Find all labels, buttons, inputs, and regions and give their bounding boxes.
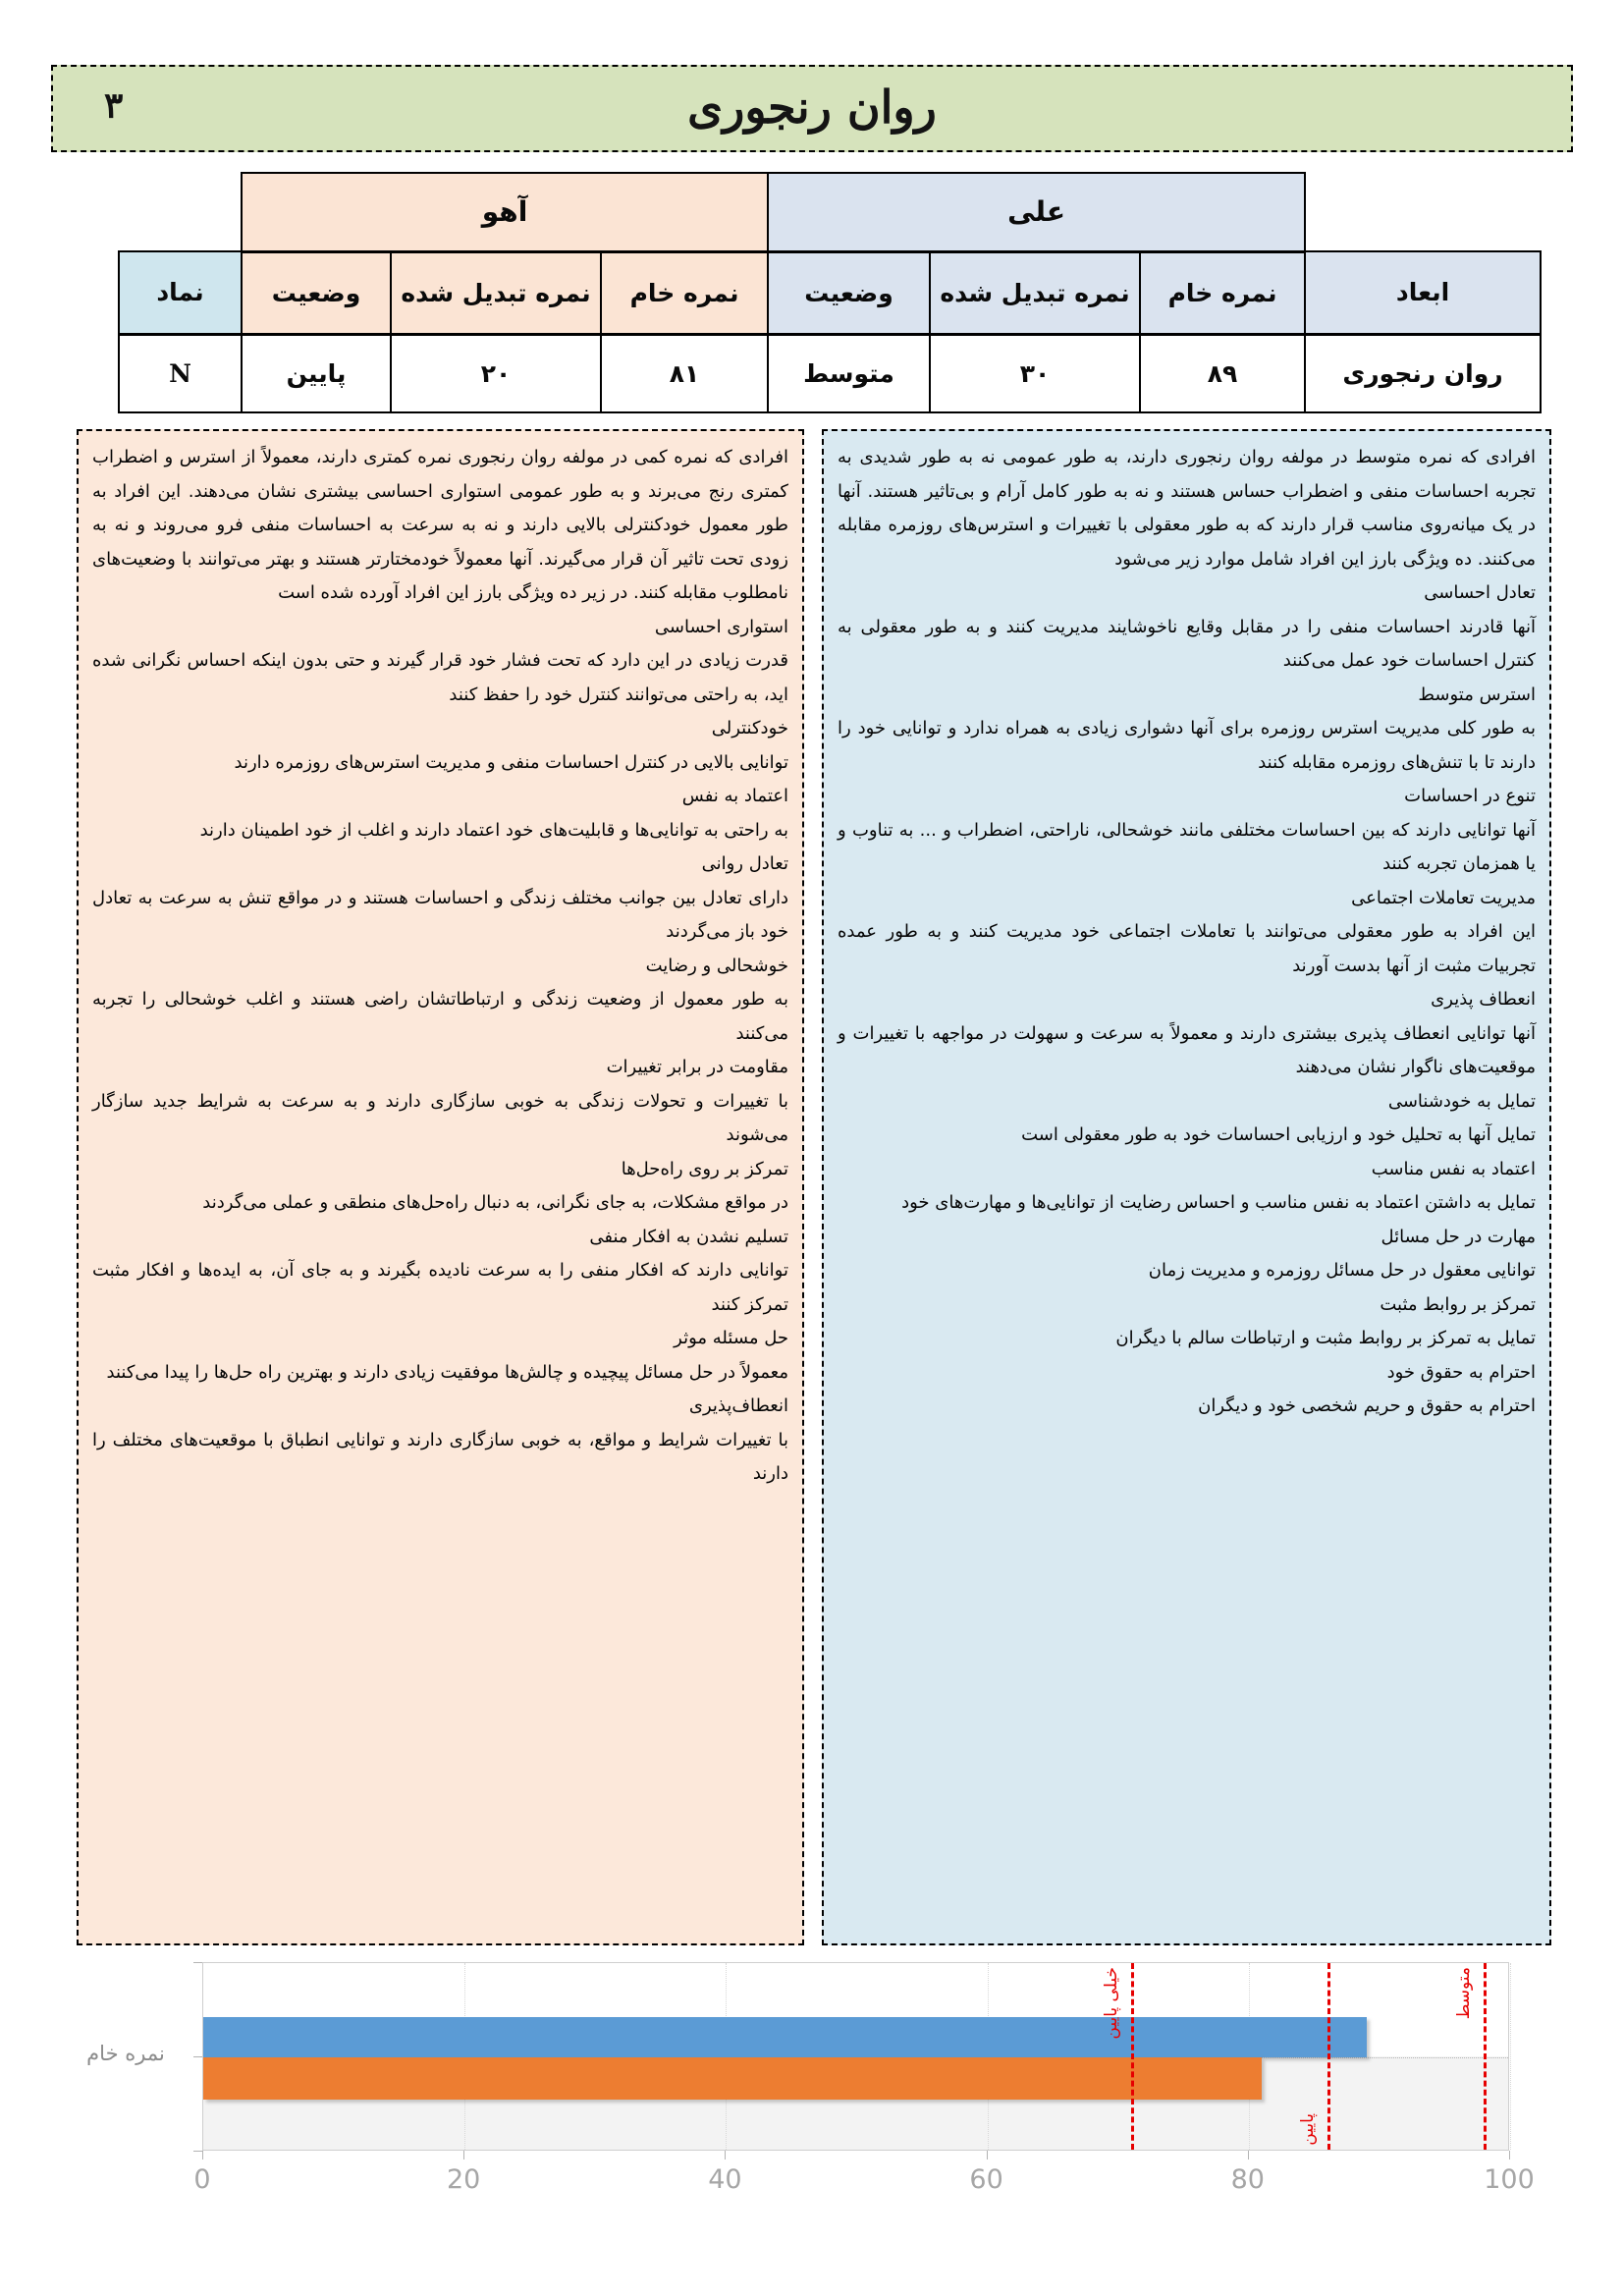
feature-description: آنها توانایی انعطاف پذیری بیشتری دارند و معمولاً به سرعت و سهولت در مواجهه با تغییرات و موقعیت‌های ناگوار نشان می‌دهند (838, 1022, 1536, 1077)
feature-title: مدیریت تعاملات اجتماعی (1351, 887, 1536, 908)
feature-description: تمایل به تمرکز بر روابط مثبت و ارتباطات سالم با دیگران (1115, 1328, 1536, 1348)
grid-line (1510, 1963, 1511, 2150)
feature-description: به راحتی به توانایی‌ها و قابلیت‌های خود اعتماد دارند و اغلب از خود اطمینان دارند (199, 819, 788, 841)
x-axis-tick-label: 100 (1484, 2164, 1535, 2195)
col-header-aho-status: وضعیت (242, 251, 391, 334)
y-axis-tick (193, 1962, 202, 1963)
feature-description: در مواقع مشکلات، به جای نگرانی، به دنبال راه‌حل‌های منطقی و عملی می‌گردند (202, 1192, 788, 1213)
cell-aho-raw: ۸۱ (601, 334, 768, 412)
feature-description: احترام به حقوق و حریم شخصی خود و دیگران (1198, 1395, 1536, 1416)
header-band (51, 65, 1573, 152)
cell-aho-status: پایین (242, 334, 391, 412)
feature-description: این افراد به طور معقولی می‌توانند با تعاملات اجتماعی خود مدیریت کنند و به طور عمده تجربیات مثبت از آنها بدست آورند (838, 921, 1536, 976)
feature-title: مقاومت در برابر تغییرات (606, 1057, 788, 1077)
x-axis-tick-label: 20 (447, 2164, 481, 2195)
x-axis-tick (1509, 2151, 1510, 2159)
group-header-ali: علی (768, 173, 1305, 251)
feature-title: تمرکز بر روابط مثبت (1380, 1293, 1536, 1315)
x-axis-tick-label: 0 (193, 2164, 211, 2195)
feature-title: احترام به حقوق خود (1386, 1361, 1536, 1383)
panel-items-aho (92, 611, 788, 1492)
chart-bar-aho (203, 2057, 1262, 2100)
feature-title: حل مسئله موثر (674, 1328, 788, 1348)
feature-title: مهارت در حل مسائل (1380, 1226, 1536, 1247)
panel-items-ali (838, 576, 1536, 1424)
feature-title: استرس متوسط (1418, 683, 1536, 705)
feature-description: آنها توانایی دارند که بین احساسات مختلفی مانند خوشحالی، ناراحتی، اضطراب و ... به تناوب و یا همزمان تجربه کنند (838, 819, 1536, 874)
col-header-ali-raw: نمره خام (1140, 251, 1305, 334)
feature-description: تمایل آنها به تحلیل خود و ارزیابی احساسات خود به طور معقولی است (1021, 1124, 1536, 1145)
table-data-row (119, 334, 1541, 412)
threshold-label: متوسط (1454, 1967, 1475, 2020)
x-axis-tick (1248, 2151, 1249, 2159)
feature-description: توانایی بالایی در کنترل احساسات منفی و مدیریت استرس‌های روزمره دارند (234, 751, 788, 773)
chart-bar-ali (203, 2017, 1367, 2057)
feature-title: انعطاف‌پذیری (688, 1395, 788, 1416)
col-header-aho-converted: نمره تبدیل شده (391, 251, 601, 334)
feature-description: قدرت زیادی در این دارد که تحت فشار خود قرار گیرند و حتی بدون اینکه احساس نگرانی شده اید، به راحتی می‌توانند کنترل خود را حفظ کنند (92, 650, 788, 705)
table-group-row (119, 173, 1541, 251)
col-header-symbol: نماد (119, 251, 242, 334)
feature-title: تمرکز بر روی راه‌حل‌ها (621, 1158, 788, 1179)
x-axis-tick-label: 40 (708, 2164, 742, 2195)
feature-description: به طور معمول از وضعیت زندگی و ارتباطاتشان راضی هستند و اغلب خوشحالی را تجربه می‌کنند (92, 989, 788, 1044)
cell-ali-raw: ۸۹ (1140, 334, 1305, 412)
cell-dimension: روان رنجوری (1305, 334, 1541, 412)
feature-title: تعادل احساسی (1424, 582, 1536, 603)
table-corner-spacer-left (119, 173, 242, 251)
feature-title: تنوع در احساسات (1404, 786, 1536, 806)
threshold-label: خیلی پایین (1102, 1967, 1121, 2040)
feature-title: استواری احساسی (654, 616, 788, 637)
threshold-line (1131, 1963, 1134, 2150)
description-panel-aho (77, 429, 804, 1945)
feature-title: تعادل روانی (701, 853, 788, 874)
feature-title: اعتماد به نفس (681, 786, 788, 806)
chart-y-axis-label: نمره خام (86, 2042, 165, 2065)
panel-intro-aho: افرادی که نمره کمی در مولفه روان رنجوری نمره کمتری دارند، معمولاً از استرس و اضطراب کمتری رنج می‌برند و به طور عمومی استواری احساسی بیشتری نشان می‌دهند. این افراد به طور معمول خودکنترلی بالایی دارند و نه به سرعت به احساسات منفی فرو می‌روند و نه به زودی تحت تاثیر آن قرار می‌گیرند. آنها معمولاً خودمختارتر هستند و بهتر می‌توانند با وضعیت‌های نامطلوب مقابله کنند. در زیر ده ویژگی بارز این افراد آورده شده است (92, 447, 788, 603)
table-header-row (119, 251, 1541, 334)
x-axis-tick (202, 2151, 203, 2159)
feature-title: تمایل به خودشناسی (1387, 1090, 1536, 1112)
page-number: ۳ (104, 84, 124, 127)
cell-ali-status: متوسط (768, 334, 930, 412)
feature-description: تمایل به داشتن اعتماد به نفس مناسب و احساس رضایت از توانایی‌ها و مهارت‌های خود (901, 1192, 1536, 1213)
threshold-label: پایین (1297, 2113, 1318, 2146)
feature-title: اعتماد به نفس مناسب (1371, 1158, 1536, 1179)
group-header-aho: آهو (242, 173, 768, 251)
cell-aho-converted: ۲۰ (391, 334, 601, 412)
x-axis-tick (725, 2151, 726, 2159)
x-axis-tick-label: 80 (1230, 2164, 1265, 2195)
col-header-ali-status: وضعیت (768, 251, 930, 334)
table-corner-spacer-right (1305, 173, 1541, 251)
feature-title: انعطاف پذیری (1431, 989, 1536, 1010)
cell-ali-converted: ۳۰ (930, 334, 1140, 412)
feature-title: تسلیم نشدن به افکار منفی (589, 1226, 788, 1247)
col-header-ali-converted: نمره تبدیل شده (930, 251, 1140, 334)
page-title: روان رنجوری (687, 80, 937, 134)
x-axis-tick (987, 2151, 988, 2159)
feature-description: با تغییرات شرایط و مواقع، به خوبی سازگاری دارند و توانایی انطباق با موقعیت‌های مختلف را دارند (92, 1429, 788, 1484)
col-header-aho-raw: نمره خام (601, 251, 768, 334)
x-axis-tick (463, 2151, 464, 2159)
panel-intro-ali: افرادی که نمره متوسط در مولفه روان رنجوری دارند، به طور عمومی نه به طور شدیدی به تجربه احساسات منفی و اضطراب حساس هستند و نه به طور کامل آرام و بی‌تاثیر هستند. آنها در یک میانه‌روی مناسب قرار دارند که به طور معقولی با تغییرات و استرس‌های روزمره مقابله می‌کنند. ده ویژگی بارز این افراد شامل موارد زیر می‌شود (838, 447, 1536, 570)
feature-description: توانایی دارند که افکار منفی را به سرعت نادیده بگیرند و به جای آن، به ایده‌ها و افکار مثبت تمرکز کنند (92, 1260, 788, 1315)
feature-description: توانایی معقول در حل مسائل روزمره و مدیریت زمان (1148, 1260, 1536, 1281)
y-axis-tick (193, 2056, 202, 2057)
y-axis-tick (193, 2151, 202, 2152)
feature-description: آنها قادرند احساسات منفی را در مقابل وقایع ناخوشایند مدیریت کنند و به طور معقولی به کنترل احساسات خود عمل می‌کنند (838, 616, 1536, 671)
cell-symbol: N (119, 334, 242, 412)
threshold-line (1327, 1963, 1330, 2150)
score-table (118, 172, 1542, 413)
feature-description: معمولاً در حل مسائل پیچیده و چالش‌ها موفقیت زیادی دارند و بهترین راه حل‌ها را پیدا می‌کنند (106, 1361, 788, 1383)
threshold-line (1484, 1963, 1487, 2150)
raw-score-chart (0, 1954, 1624, 2278)
feature-title: خودکنترلی (711, 718, 788, 738)
x-axis-tick-label: 60 (969, 2164, 1003, 2195)
col-header-dimensions: ابعاد (1305, 251, 1541, 334)
description-panel-ali (822, 429, 1551, 1945)
feature-description: با تغییرات و تحولات زندگی به خوبی سازگاری دارند و به سرعت به شرایط جدید سازگار می‌شوند (92, 1090, 788, 1145)
feature-description: دارای تعادل بین جوانب مختلف زندگی و احساسات هستند و در مواقع تنش به سرعت به تعادل خود باز می‌گردند (92, 887, 788, 942)
feature-title: خوشحالی و رضایت (645, 955, 788, 976)
chart-plot-area (202, 1962, 1509, 2151)
feature-description: به طور کلی مدیریت استرس روزمره برای آنها دشواری زیادی به همراه ندارد و توانایی خود را دارند تا با تنش‌های روزمره مقابله کنند (838, 718, 1536, 773)
